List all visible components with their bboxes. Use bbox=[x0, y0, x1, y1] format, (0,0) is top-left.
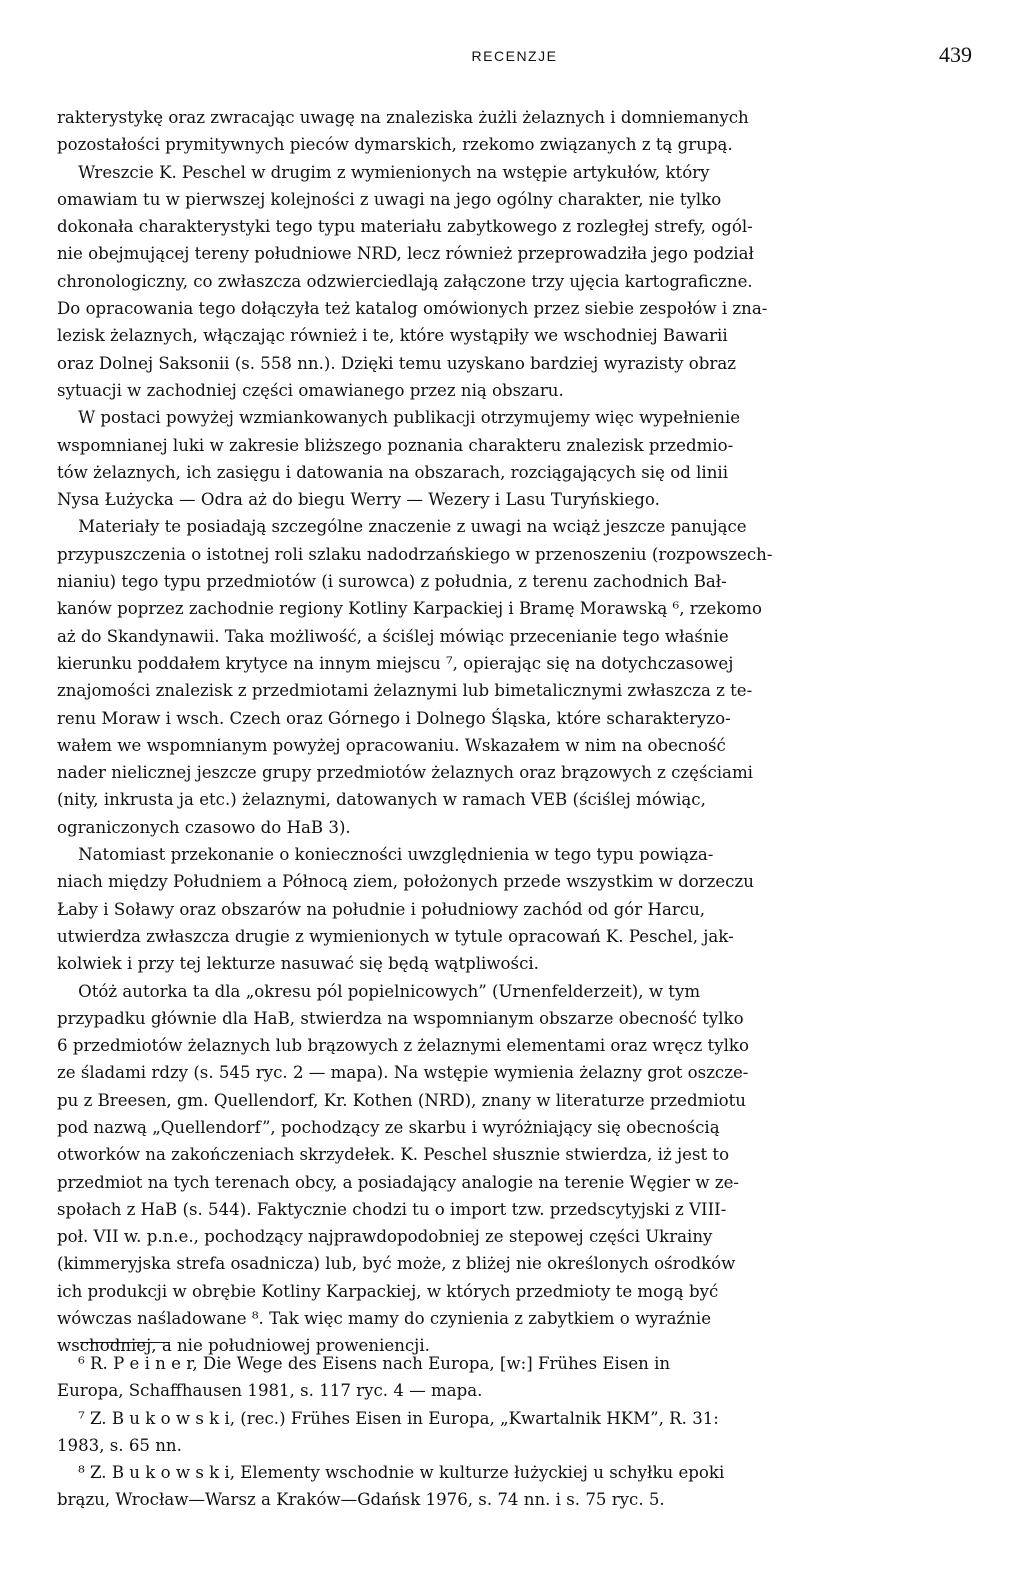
text-line: wspomnianej luki w zakresie bliższego poznania charakteru znalezisk przedmio- bbox=[57, 435, 734, 455]
text-line: oraz Dolnej Saksonii (s. 558 nn.). Dzięki temu uzyskano bardziej wyrazisty obraz bbox=[57, 353, 736, 373]
text-line: 6 przedmiotów żelaznych lub brązowych z żelaznymi elementami oraz wręcz tylko bbox=[57, 1036, 749, 1056]
text-line: kolwiek i przy tej lekturze nasuwać się będą wątpliwości. bbox=[57, 954, 539, 974]
text-line: lezisk żelaznych, włączając również i te, które wystąpiły we wschodniej Bawarii bbox=[57, 326, 728, 346]
text-line: utwierdza zwłaszcza drugie z wymienionych w tytule opracowań K. Peschel, jak- bbox=[57, 926, 734, 946]
page-header bbox=[57, 42, 972, 72]
text-line: aż do Skandynawii. Taka możliwość, a ściślej mówiąc przecenianie tego właśnie bbox=[57, 626, 729, 646]
text-line: poł. VII w. p.n.e., pochodzący najprawdopodobniej ze stepowej części Ukrainy bbox=[57, 1227, 713, 1247]
text-line: Wreszcie K. Peschel w drugim z wymienionych na wstępie artykułów, który bbox=[57, 162, 710, 182]
text-line: Łaby i Soławy oraz obszarów na południe i południowy zachód od gór Harcu, bbox=[57, 899, 706, 919]
text-line: (nity, inkrusta ja etc.) żelaznymi, datowanych w ramach VEB (ściślej mówiąc, bbox=[57, 790, 706, 810]
footnote-line: Europa, Schaffhausen 1981, s. 117 ryc. 4 — mapa. bbox=[57, 1381, 483, 1401]
text-line: omawiam tu w pierwszej kolejności z uwagi na jego ogólny charakter, nie tylko bbox=[57, 189, 722, 209]
footnote-line: 1983, s. 65 nn. bbox=[57, 1435, 182, 1455]
text-line: pozostałości prymitywnych pieców dymarskich, rzekomo związanych z tą grupą. bbox=[57, 135, 733, 155]
footnote-line: brązu, Wrocław—Warsz a Kraków—Gdańsk 1976, s. 74 nn. i s. 75 ryc. 5. bbox=[57, 1490, 665, 1510]
text-line: Materiały te posiadają szczególne znaczenie z uwagi na wciąż jeszcze panujące bbox=[57, 517, 747, 537]
text-line: nie obejmującej tereny południowe NRD, lecz również przeprowadziła jego podział bbox=[57, 244, 754, 264]
text-line: kanów poprzez zachodnie regiony Kotliny Karpackiej i Bramę Morawską ⁶, rzekomo bbox=[57, 599, 763, 619]
text-line: wówczas naśladowane ⁸. Tak więc mamy do czynienia z zabytkiem o wyraźnie bbox=[57, 1309, 712, 1329]
footnote-line: ⁸ Z. B u k o w s k i, Elementy wschodnie w kulturze łużyckiej u schyłku epoki bbox=[57, 1463, 725, 1483]
text-line: pod nazwą „Quellendorf”, pochodzący ze skarbu i wyróżniający się obecnością bbox=[57, 1117, 720, 1137]
footnote-line: ⁶ R. P e i n e r, Die Wege des Eisens nach Europa, [w:] Frühes Eisen in bbox=[57, 1354, 671, 1373]
text-line: społach z HaB (s. 544). Faktycznie chodzi tu o import tzw. przedscytyjski z VIII- bbox=[57, 1199, 727, 1219]
text-line: Do opracowania tego dołączyła też katalog omówionych przez siebie zespołów i zna- bbox=[57, 299, 768, 319]
text-line: dokonała charakterystyki tego typu materiału zabytkowego z rozległej strefy, ogól- bbox=[57, 217, 753, 237]
text-line: kierunku poddałem krytyce na innym miejscu ⁷, opierając się na dotychczasowej bbox=[57, 653, 734, 673]
text-line: sytuacji w zachodniej części omawianego przez nią obszaru. bbox=[57, 380, 564, 400]
text-line: wałem we wspomnianym powyżej opracowaniu. Wskazałem w nim na obecność bbox=[57, 735, 726, 755]
text-line: przypadku głównie dla HaB, stwierdza na wspomnianym obszarze obecność tylko bbox=[57, 1008, 744, 1028]
text-line: tów żelaznych, ich zasięgu i datowania na obszarach, rozciągających się od linii bbox=[57, 462, 729, 482]
text-line: pu z Breesen, gm. Quellendorf, Kr. Kothen (NRD), znany w literaturze przedmiotu bbox=[57, 1090, 746, 1110]
text-line: ich produkcji w obrębie Kotliny Karpackiej, w których przedmioty te mogą być bbox=[57, 1281, 719, 1301]
text-line: (kimmeryjska strefa osadnicza) lub, być może, z bliżej nie określonych ośrodków bbox=[57, 1254, 736, 1274]
body-text bbox=[57, 104, 974, 1360]
text-line: nader nielicznej jeszcze grupy przedmiotów żelaznych oraz brązowych z częściami bbox=[57, 763, 753, 783]
text-line: ograniczonych czasowo do HaB 3). bbox=[57, 817, 351, 837]
text-line: niach między Południem a Północą ziem, położonych przede wszystkim w dorzeczu bbox=[57, 872, 754, 892]
text-line: otworków na zakończeniach skrzydełek. K. Peschel słusznie stwierdza, iż jest to bbox=[57, 1145, 730, 1165]
text-line: wschodniej, a nie południowej proweniencji. bbox=[57, 1336, 430, 1356]
running-head: RECENZJE bbox=[471, 48, 558, 64]
footnotes bbox=[57, 1350, 974, 1514]
text-line: Nysa Łużycka — Odra aż do biegu Werry — Wezery i Lasu Turyńskiego. bbox=[57, 490, 660, 510]
text-line: przypuszczenia o istotnej roli szlaku nadodrzańskiego w przenoszeniu (rozpowszech- bbox=[57, 544, 773, 564]
text-line: nianiu) tego typu przedmiotów (i surowca) z południa, z terenu zachodnich Bał- bbox=[57, 572, 727, 592]
footnote-line: ⁷ Z. B u k o w s k i, (rec.) Frühes Eisen in Europa, „Kwartalnik HKM”, R. 31: bbox=[57, 1408, 719, 1428]
text-line: przedmiot na tych terenach obcy, a posiadający analogie na terenie Węgier w ze- bbox=[57, 1172, 740, 1192]
text-line: Natomiast przekonanie o konieczności uwzględnienia w tego typu powiąza- bbox=[57, 845, 714, 865]
text-line: W postaci powyżej wzmiankowanych publikacji otrzymujemy więc wypełnienie bbox=[57, 408, 741, 428]
text-line: rakterystykę oraz zwracając uwagę na znaleziska żużli żelaznych i domniemanych bbox=[57, 108, 749, 127]
text-line: znajomości znalezisk z przedmiotami żelaznymi lub bimetalicznymi zwłaszcza z te- bbox=[57, 681, 753, 701]
page-number: 439 bbox=[939, 42, 972, 67]
text-line: Otóż autorka ta dla „okresu pól popielnicowych” (Urnenfelderzeit), w tym bbox=[57, 981, 701, 1001]
text-line: renu Moraw i wsch. Czech oraz Górnego i Dolnego Śląska, które scharakteryzo- bbox=[57, 708, 731, 728]
footnote-rule bbox=[80, 1342, 170, 1343]
text-line: chronologiczny, co zwłaszcza odzwierciedlają załączone trzy ujęcia kartograficzne. bbox=[57, 271, 753, 291]
text-line: ze śladami rdzy (s. 545 ryc. 2 — mapa). Na wstępie wymienia żelazny grot oszcze- bbox=[57, 1063, 749, 1083]
